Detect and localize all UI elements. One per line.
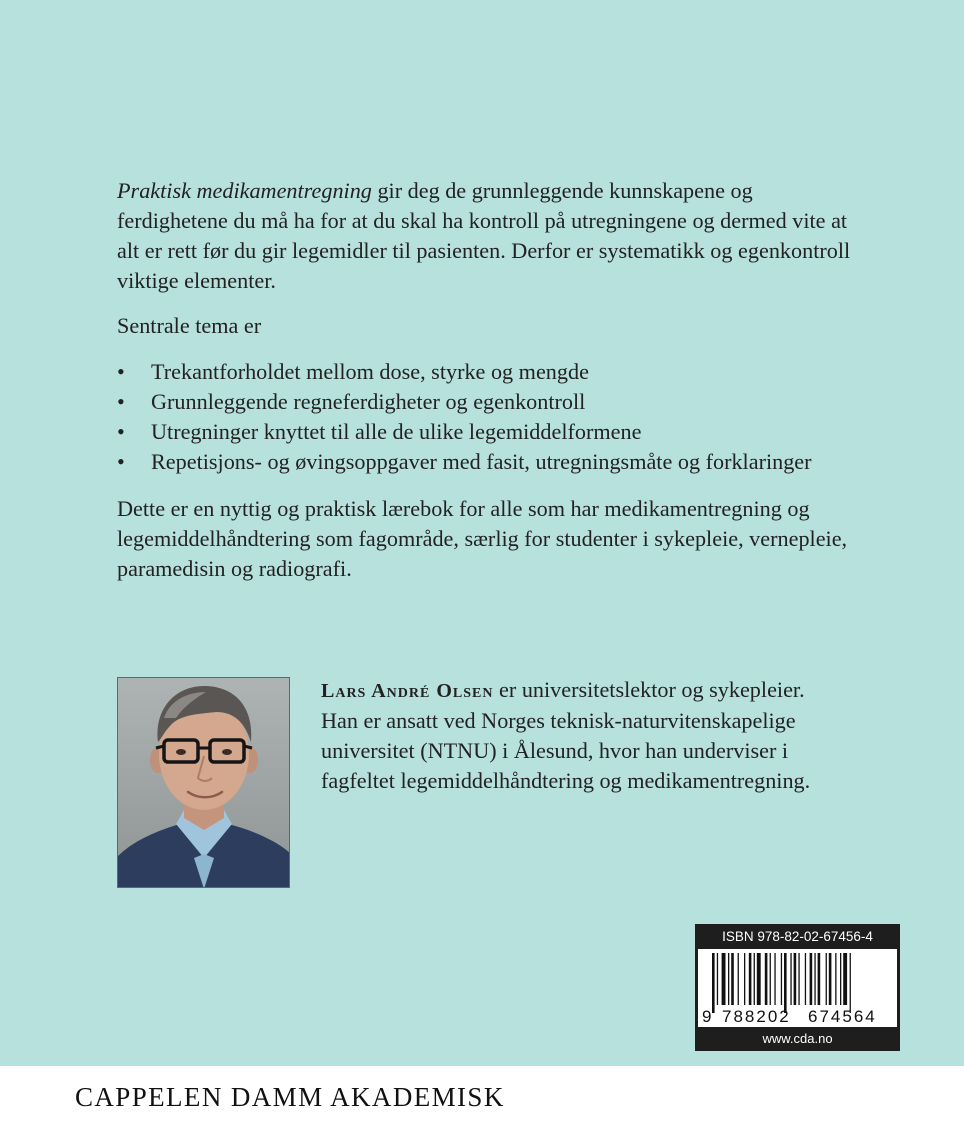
barcode-bar [840,953,841,1005]
barcode-bar [843,953,847,1005]
barcode-bar [744,953,745,1005]
themes-intro: Sentrale tema er [117,313,262,338]
barcode-bar [835,953,836,1005]
barcode-bar [757,953,761,1005]
barcode-bar [728,953,729,1005]
book-title-italic: Praktisk medikamentregning [117,178,372,203]
author-portrait-icon [118,678,290,888]
barcode-bar [810,953,813,1005]
intro-text: gir deg de grunnleggende kunnskapene og ferdighetene du må ha for at du skal ha kontroll på utregningene og dermed vite at alt er rett før du gir legemidler til pasienten. Derfor er systematikk og egenkontroll viktige elementer. [117,178,851,293]
bullet-icon: • [117,449,125,474]
author-bio [321,675,821,796]
bullet-icon: • [117,359,125,384]
barcode-bar [818,953,821,1005]
barcode-bar [770,953,771,1005]
barcode-bar [765,953,768,1005]
barcode-first-digit: 9 [702,1007,712,1026]
description [117,176,867,584]
barcode-bar [731,953,734,1005]
bullet-icon: • [117,389,125,414]
bullet-icon: • [117,419,125,444]
barcode-bar [754,953,755,1005]
barcode-bar [790,953,791,1005]
theme-text: Utregninger knyttet til alle de ulike legemiddelformene [151,419,642,444]
theme-item [117,387,867,417]
author-photo [117,677,290,888]
barcode-bar [781,953,782,1005]
barcode-bar [784,953,787,1013]
barcode-bar [738,953,739,1005]
barcode-bar [717,953,718,1005]
intro-paragraph [117,176,867,296]
barcode-bar [829,953,832,1005]
barcode-bar [805,953,806,1005]
barcode-bar [798,953,799,1005]
closing-paragraph: Dette er en nyttig og praktisk lærebok for alle som har medikamentregning og legemiddelhåndtering som fagområde, særlig for studenter i sykepleie, vernepleie, paramedisin og radiografi. [117,496,848,581]
publisher-logo: CAPPELEN DAMM AKADEMISK [75,1082,505,1112]
barcode-bar [826,953,827,1005]
barcode-bar [774,953,775,1005]
isbn-label: ISBN 978-82-02-67456-4 [722,929,873,944]
themes-list [117,357,867,477]
barcode [698,949,897,1027]
theme-text: Trekantforholdet mellom dose, styrke og mengde [151,359,589,384]
theme-item [117,357,867,387]
theme-item [117,447,867,477]
barcode-left-digits: 788202 [722,1007,791,1026]
barcode-bar [794,953,797,1005]
barcode-bar [814,953,815,1005]
barcode-right-digits: 674564 [808,1007,877,1026]
author-bio-text: er universitetslektor og sykepleier. Han er ansatt ved Norges teknisk-naturvitenskapelige universitet (NTNU) i Ålesund, hvor han underviser i fagfeltet legemiddelhåndtering og medikamentregning. [321,677,811,793]
isbn-block [695,924,900,1051]
barcode-icon [698,949,897,1027]
barcode-bar [850,953,851,1013]
author-name: Lars André Olsen [321,680,494,702]
theme-item [117,417,867,447]
barcode-bar [712,953,715,1013]
publisher-url: www.cda.no [762,1031,833,1046]
barcode-bar [722,953,726,1005]
barcode-bar [749,953,752,1005]
theme-text: Grunnleggende regneferdigheter og egenkontroll [151,389,586,414]
theme-text: Repetisjons- og øvingsoppgaver med fasit, utregningsmåte og forklaringer [151,449,812,474]
